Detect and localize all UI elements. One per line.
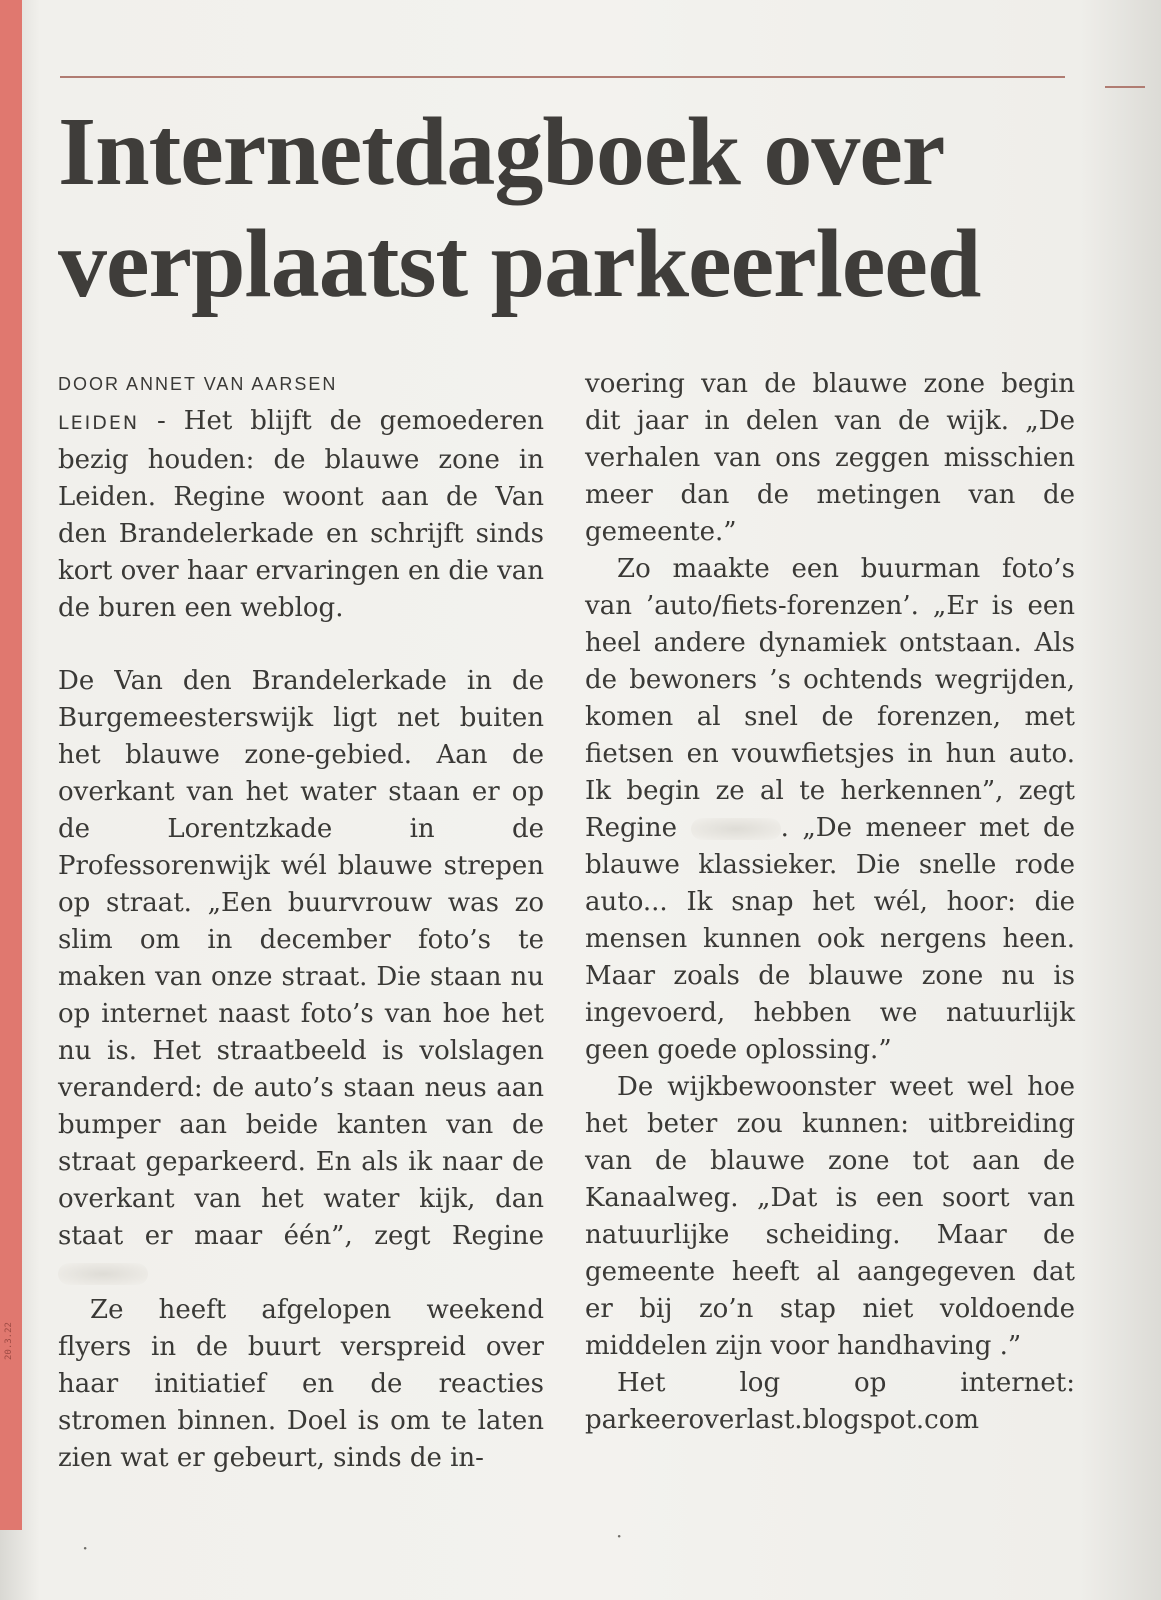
byline: DOOR ANNET VAN AARSEN <box>58 374 338 394</box>
body-paragraph-2: Ze heeft afgelopen weekend flyers in de buurt verspreid over haar initiatief en de reacties stromen binnen. Doel is om te laten zien wat er gebeurt, sinds de in- <box>58 1295 544 1473</box>
body-paragraph-4: Zo maakte een buurman foto’s van ’auto/fiets-forenzen’. „Er is een heel andere dynamiek ontstaan. Als de bewoners ’s ochtends wegrijden, komen al snel de forenzen, met fietsen en vouwfietsjes in hun auto. Ik begin ze al te herkennen”, zegt Regine . „De meneer met de blauwe klassieker. Die snelle rode auto... Ik snap het wél, hoor: die mensen kunnen ook nergens heen. Maar zoals de blauwe zone nu is ingevoerd, hebben we natuurlijk geen goede oplossing.” <box>585 554 1075 1065</box>
dateline: LEIDEN <box>58 412 140 434</box>
body-paragraph-1: De Van den Brandelerkade in de Burgemeesterswijk ligt net buiten het blauwe zone-gebied. Aan de overkant van het water staan er op de Lorentzkade in de Professorenwijk wél blauwe strepen op straat. „Een buurvrouw was zo slim om in december foto’s te maken van onze straat. Die staan nu op internet naast foto’s van hoe het nu is. Het straatbeeld is volslagen veranderd: de auto’s staan neus aan bumper aan beide kanten van de straat geparkeerd. En als ik naar de overkant van het water kijk, dan staat er maar één”, zegt Regine <box>58 663 544 1292</box>
redacted-surname <box>691 818 781 840</box>
intro-paragraph: LEIDEN - Het blijft de gemoederen bezig houden: de blauwe zone in Leiden. Regine woont aan de Van den Brandelerkade en schrijft sinds kort over haar ervaringen en die van de buren een weblog. <box>58 406 544 623</box>
top-rule <box>60 76 1065 78</box>
paper-speck: · <box>82 1536 89 1560</box>
paper-speck: · <box>616 1524 623 1548</box>
right-column <box>585 366 1075 1439</box>
article-headline: Internetdagboek over verplaatst parkeerleed <box>58 98 981 318</box>
blog-link-line: Het log op internet: parkeeroverlast.blogspot.com <box>585 1368 1075 1435</box>
body-paragraph-3: voering van de blauwe zone begin dit jaar in delen van de wijk. „De verhalen van ons zeggen misschien meer dan de metingen van de gemeente.” <box>585 369 1075 547</box>
margin-code: 20.3.22 <box>4 1322 14 1360</box>
redacted-surname <box>58 1263 148 1285</box>
red-margin-strip <box>0 0 22 1530</box>
paragraph-gap <box>58 627 544 663</box>
left-column <box>58 366 544 1477</box>
body-paragraph-5: De wijkbewoonster weet wel hoe het beter zou kunnen: uitbreiding van de blauwe zone tot aan de Kanaalweg. „Dat is een soort van natuurlijke scheiding. Maar de gemeente heeft al aangegeven dat er bij zo’n stap niet voldoende middelen zijn voor handhaving .” <box>585 1072 1075 1361</box>
edge-rule <box>1105 86 1145 88</box>
